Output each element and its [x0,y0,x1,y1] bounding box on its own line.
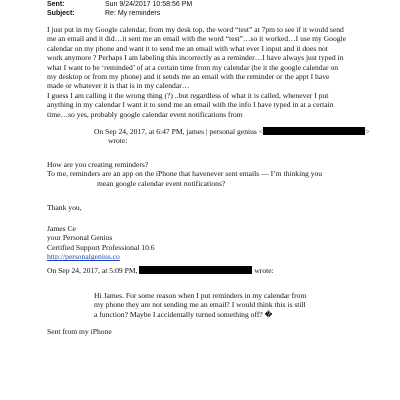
body-line: work anymore ? Perhaps I am labeling this incorrectly as a reminder…I have always just typed in [47,53,344,63]
reply-line: To me, reminders are an app on the iPhone that havenever sent emails — I’m thinking you [47,169,323,179]
quoted-line: Hi James. For some reason when I put reminders in my calendar from [94,291,307,300]
redaction-bar [263,127,365,135]
body-line: my desktop or from my phone) and it sends me an email with the reminder or the appt I have [47,72,330,82]
quote1-prefix: On Sep 24, 2017, at 6:47 PM, james | personal genius < [94,127,264,136]
reply-line: How are you creating reminders? [47,160,149,169]
signature-block [47,224,155,262]
quote1-wrote: wrote: [108,136,128,146]
body-line: calendar on my phone and want it to send me an email with what ever I input and it does not [47,43,328,53]
quoted-line: my phone they are not sending me an email? I would think this is still [94,300,306,310]
body-paragraph [47,25,346,119]
body-line: made or whatever it is that is in my calendar… [47,81,190,91]
subject-label: Subject: [47,10,75,17]
sent-from: Sent from my iPhone [47,327,112,336]
body-line: anything in my calendar I want it to send me an email with the info I have typed in at a certain [47,100,334,110]
body-line: me an email and it did…it sent me an email with the word “test”…so it worked…I use my Google [47,34,347,44]
signature-cert: Certified Support Professional 10.6 [47,242,155,252]
redaction-bar [139,266,252,274]
quote2-wrote: wrote: [254,266,274,275]
subject-row [47,10,160,18]
sent-label: Sent: [47,1,65,8]
quoted-line: a function? Maybe I accidentally turned something off? � [94,309,273,319]
reply-line: mean google calendar event notifications? [97,178,226,188]
quoted-message [94,291,306,319]
body-line: I just put in my Google calendar, from my desk top, the word “test” at 7pm to see if it would send [47,25,344,34]
body-line: what I want to be ‘reminded’ of at a certain time from my calendar (be it the google calendar on [47,62,339,72]
sent-row [47,1,192,9]
sent-value: Sun 9/24/2017 10:58:56 PM [105,1,193,8]
body-line: time…so yes, probably google calendar event notifications from [47,109,243,119]
signature-title: your Personal Genius [47,233,113,243]
quote1-suffix: > [365,127,370,136]
thank-you: Thank you, [47,203,82,212]
quote2-prefix: On Sep 24, 2017, at 5:09 PM, [47,266,138,275]
signature-link[interactable]: http://personalgenius.co [47,252,120,262]
quote-header-1 [94,127,369,146]
signature-name: James Ce [47,224,76,233]
quote-header-2 [47,266,274,275]
subject-value: Re: My reminders [105,10,161,17]
body-line: I guess I am calling it the wrong thing (?) ..but regardless of what it is called, whenever I put [47,90,329,100]
reply-block [47,160,322,188]
